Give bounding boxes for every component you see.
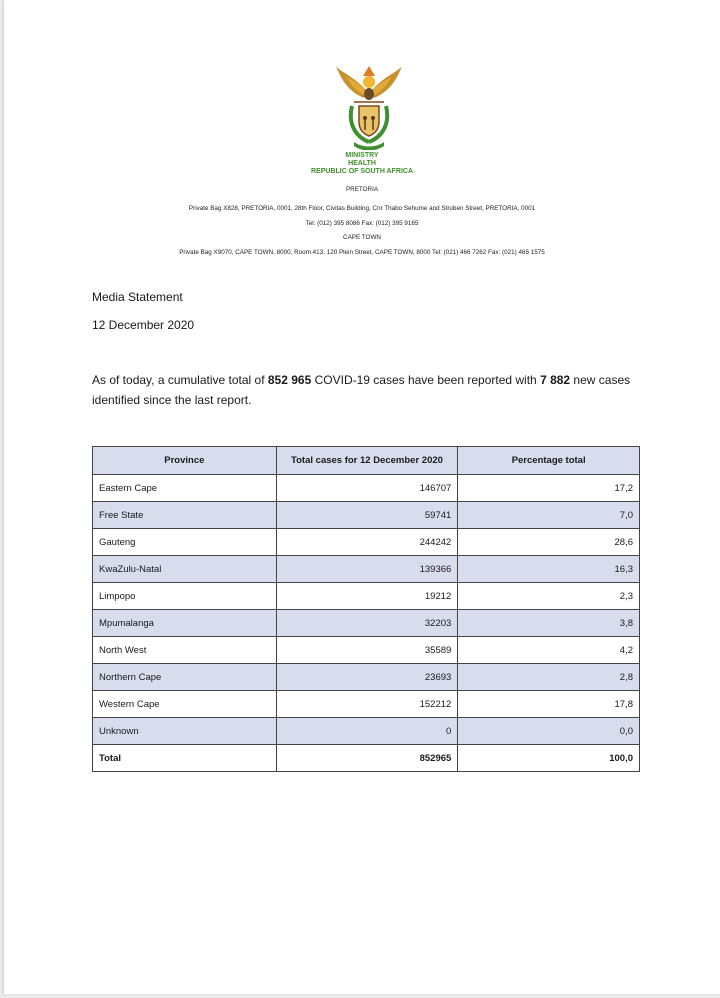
pretoria-label: PRETORIA xyxy=(345,186,379,193)
cases-cell: 139366 xyxy=(276,556,458,583)
province-cell: Western Cape xyxy=(93,691,277,718)
paragraph-text-3: new cases identified since the last report. xyxy=(92,373,631,407)
table-row xyxy=(93,583,640,610)
cases-cell: 244242 xyxy=(276,529,458,556)
total-label-cell: Total xyxy=(93,745,277,772)
cases-cell: 19212 xyxy=(276,583,458,610)
cases-by-province-table xyxy=(92,446,640,772)
capetown-label: CAPE TOWN xyxy=(343,234,381,241)
percent-cell: 2,8 xyxy=(458,664,640,691)
percent-cell: 3,8 xyxy=(458,610,640,637)
table-row xyxy=(93,664,640,691)
province-cell: Gauteng xyxy=(93,529,277,556)
statement-paragraph xyxy=(92,370,652,410)
cases-cell: 152212 xyxy=(276,691,458,718)
statement-date: 12 December 2020 xyxy=(92,318,195,332)
statement-type: Media Statement xyxy=(92,290,183,304)
document-page xyxy=(4,0,720,994)
province-cell: Free State xyxy=(93,502,277,529)
ministry-line-2: HEALTH xyxy=(348,160,376,167)
header-percentage: Percentage total xyxy=(458,447,640,475)
new-cases-value: 7 882 xyxy=(540,373,571,387)
cases-cell: 32203 xyxy=(276,610,458,637)
table-row xyxy=(93,637,640,664)
province-cell: Limpopo xyxy=(93,583,277,610)
cases-cell: 59741 xyxy=(276,502,458,529)
capetown-address: Private Bag X9070, CAPE TOWN, 8000, Room 413, 120 Plein Street, CAPE TOWN, 8000 Tel: (021) 466 7262 Fax: (021) 465 1575 xyxy=(179,249,545,256)
province-cell: Mpumalanga xyxy=(93,610,277,637)
percent-cell: 17,2 xyxy=(458,475,640,502)
province-cell: Eastern Cape xyxy=(93,475,277,502)
percent-cell: 28,6 xyxy=(458,529,640,556)
province-cell: KwaZulu-Natal xyxy=(93,556,277,583)
province-cell: Unknown xyxy=(93,718,277,745)
paragraph-text-1: As of today, a cumulative total of xyxy=(92,373,268,387)
percent-cell: 0,0 xyxy=(458,718,640,745)
province-cell: Northern Cape xyxy=(93,664,277,691)
total-cases-cell: 852965 xyxy=(276,745,458,772)
cases-cell: 146707 xyxy=(276,475,458,502)
percent-cell: 16,3 xyxy=(458,556,640,583)
pretoria-address: Private Bag X828, PRETORIA, 0001, 28th Floor, Civitas Building, Cnr Thabo Sehume and Struben Street, PRETORIA, 0001 xyxy=(188,205,536,212)
header-province: Province xyxy=(93,447,277,475)
table-row xyxy=(93,502,640,529)
total-cases-value: 852 965 xyxy=(267,373,312,387)
table-row xyxy=(93,691,640,718)
ministry-line-3: REPUBLIC OF SOUTH AFRICA xyxy=(310,168,414,175)
percent-cell: 2,3 xyxy=(458,583,640,610)
ministry-line-1: MINISTRY xyxy=(345,152,379,159)
coat-of-arms-icon xyxy=(332,62,406,150)
table-row xyxy=(93,556,640,583)
table-row xyxy=(93,475,640,502)
cases-cell: 23693 xyxy=(276,664,458,691)
paragraph-text-2: COVID-19 cases have been reported with xyxy=(311,373,541,387)
table-row xyxy=(93,610,640,637)
percent-cell: 4,2 xyxy=(458,637,640,664)
table-total-row xyxy=(93,745,640,772)
header-total-cases: Total cases for 12 December 2020 xyxy=(276,447,458,475)
total-percent-cell: 100,0 xyxy=(458,745,640,772)
percent-cell: 7,0 xyxy=(458,502,640,529)
table-header-row xyxy=(93,447,640,475)
percent-cell: 17,8 xyxy=(458,691,640,718)
table-row xyxy=(93,718,640,745)
table-row xyxy=(93,529,640,556)
cases-cell: 35589 xyxy=(276,637,458,664)
cases-cell: 0 xyxy=(276,718,458,745)
province-cell: North West xyxy=(93,637,277,664)
pretoria-phone: Tel: (012) 395 8086 Fax: (012) 395 9165 xyxy=(305,220,419,227)
